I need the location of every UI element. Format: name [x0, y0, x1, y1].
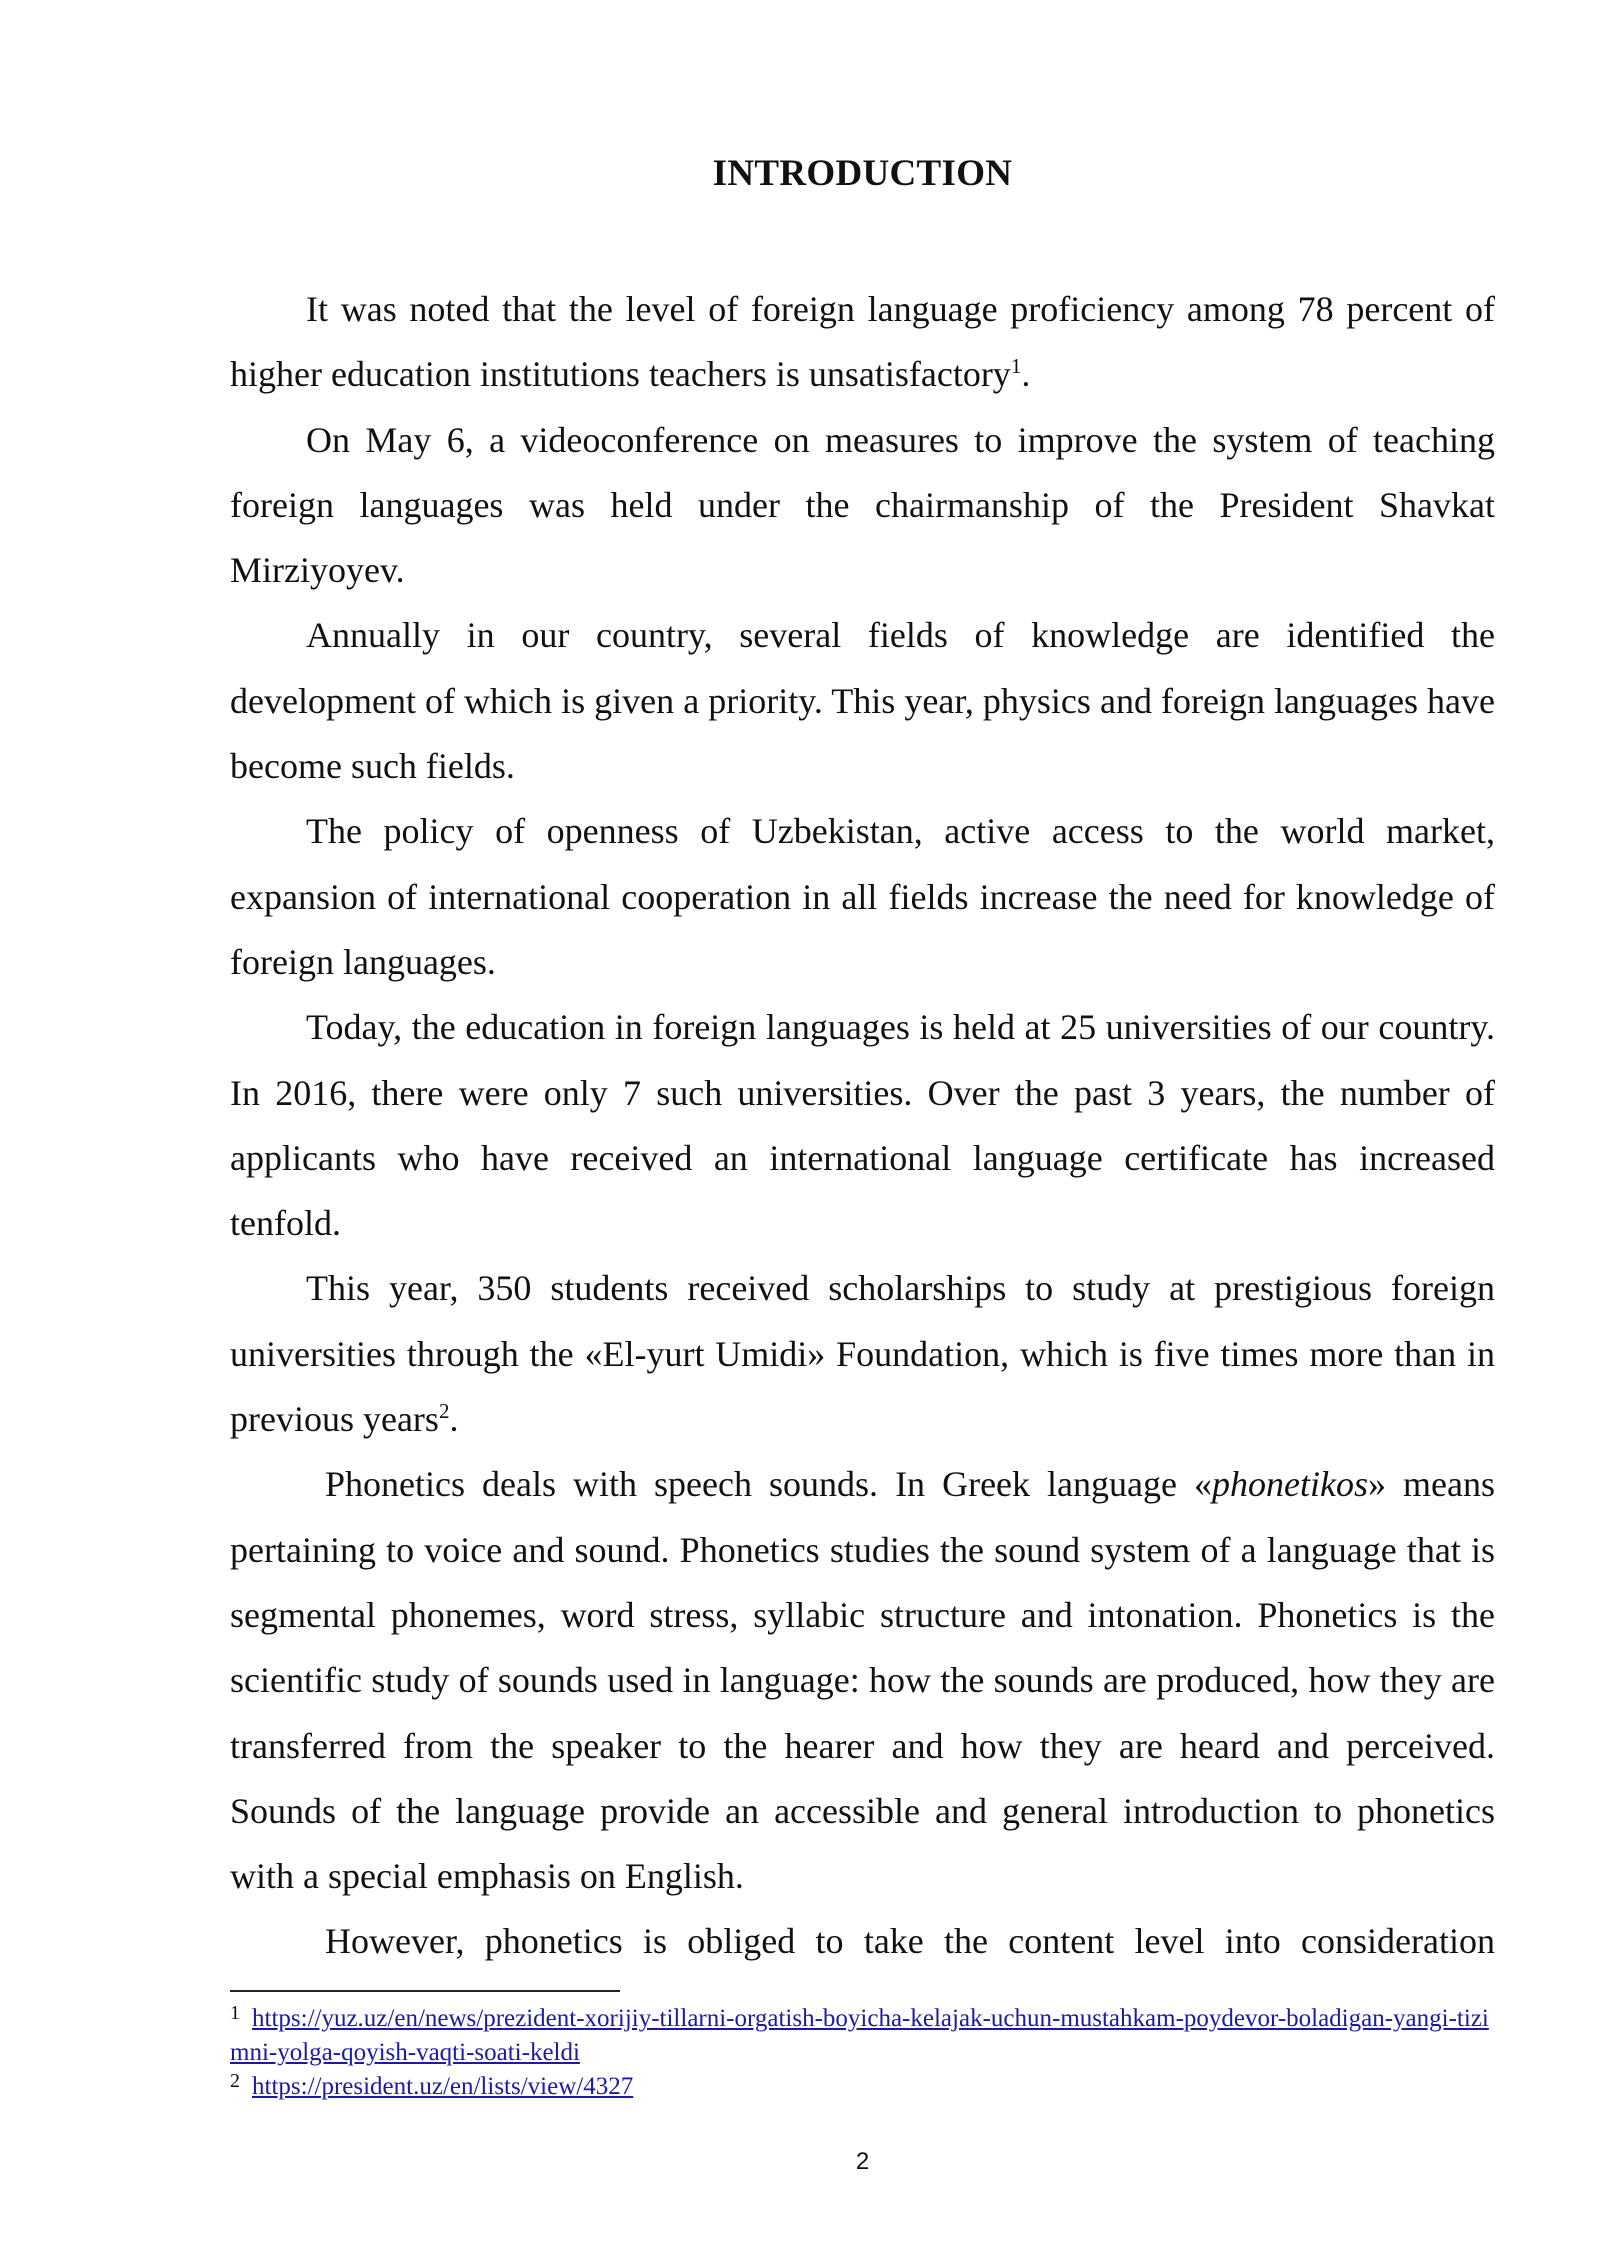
paragraph-5: Today, the education in foreign languages is held at 25 universities of our country. In 2016, there were only 7 such universities. Over the past 3 years, the number of applicants who have received an international language certificate has increased tenfold.: [230, 1007, 1495, 1244]
body-text: [230, 277, 1495, 1975]
footnote-reference-2[interactable]: 2: [438, 1399, 450, 1424]
footnotes: [230, 2002, 1495, 2104]
page-title: INTRODUCTION: [712, 153, 1013, 194]
footnote-link[interactable]: https://president.uz/en/lists/view/4327: [252, 2073, 634, 2100]
footnote-1: [230, 2002, 1495, 2070]
paragraph-2: On May 6, a videoconference on measures to improve the system of teaching foreign languages was held under the chairmanship of the President Shavkat Mirziyoyev.: [230, 419, 1495, 591]
footnote-marker: 2: [230, 2070, 240, 2092]
paragraph-3: Annually in our country, several fields of knowledge are identified the development of which is given a priority. This year, physics and foreign languages have become such fields.: [230, 615, 1495, 787]
footnote-marker: 1: [230, 2002, 240, 2024]
paragraph-4: The policy of openness of Uzbekistan, active access to the world market, expansion of international cooperation in all fields increase the need for knowledge of foreign languages.: [230, 811, 1495, 982]
page-number: 2: [855, 2148, 870, 2175]
footnote-2: [230, 2070, 1495, 2104]
footnote-separator: [230, 1990, 620, 1992]
paragraph-7: Phonetics deals with speech sounds. In Greek language «phonetikos» means pertaining to voice and sound. Phonetics studies the sound system of a language that is segmental phonemes, word stress, syllabic structure and intonation. Phonetics is the scientific study of sounds used in language: how the sounds are produced, how they are transferred from the speaker to the hearer and how they are heard and perceived. Sounds of the language provide an accessible and general introduction to phonetics with a special emphasis on English.: [230, 1464, 1496, 1897]
footnote-link[interactable]: https://yuz.uz/en/news/prezident-xorijiy-tillarni-orgatish-boyicha-kelajak-uchun-mustahkam-poydevor-boladigan-yangi-tizimni-yolga-qoyish-vaqti-soati-keldi: [230, 2005, 1489, 2066]
emphasized-term: phonetikos: [1212, 1464, 1369, 1505]
paragraph-8: However, phonetics is obliged to take the content level into consideration: [325, 1921, 1495, 1962]
paragraph-6: This year, 350 students received scholarships to study at prestigious foreign universities through the «El-yurt Umidi» Foundation, which is five times more than in previous years$^2$.: [230, 1268, 1495, 1440]
footnote-reference-1[interactable]: 1: [1010, 354, 1022, 379]
paragraph-1: It was noted that the level of foreign language proficiency among 78 percent of higher education institutions teachers is unsatisfactory$^1$.: [230, 289, 1495, 395]
